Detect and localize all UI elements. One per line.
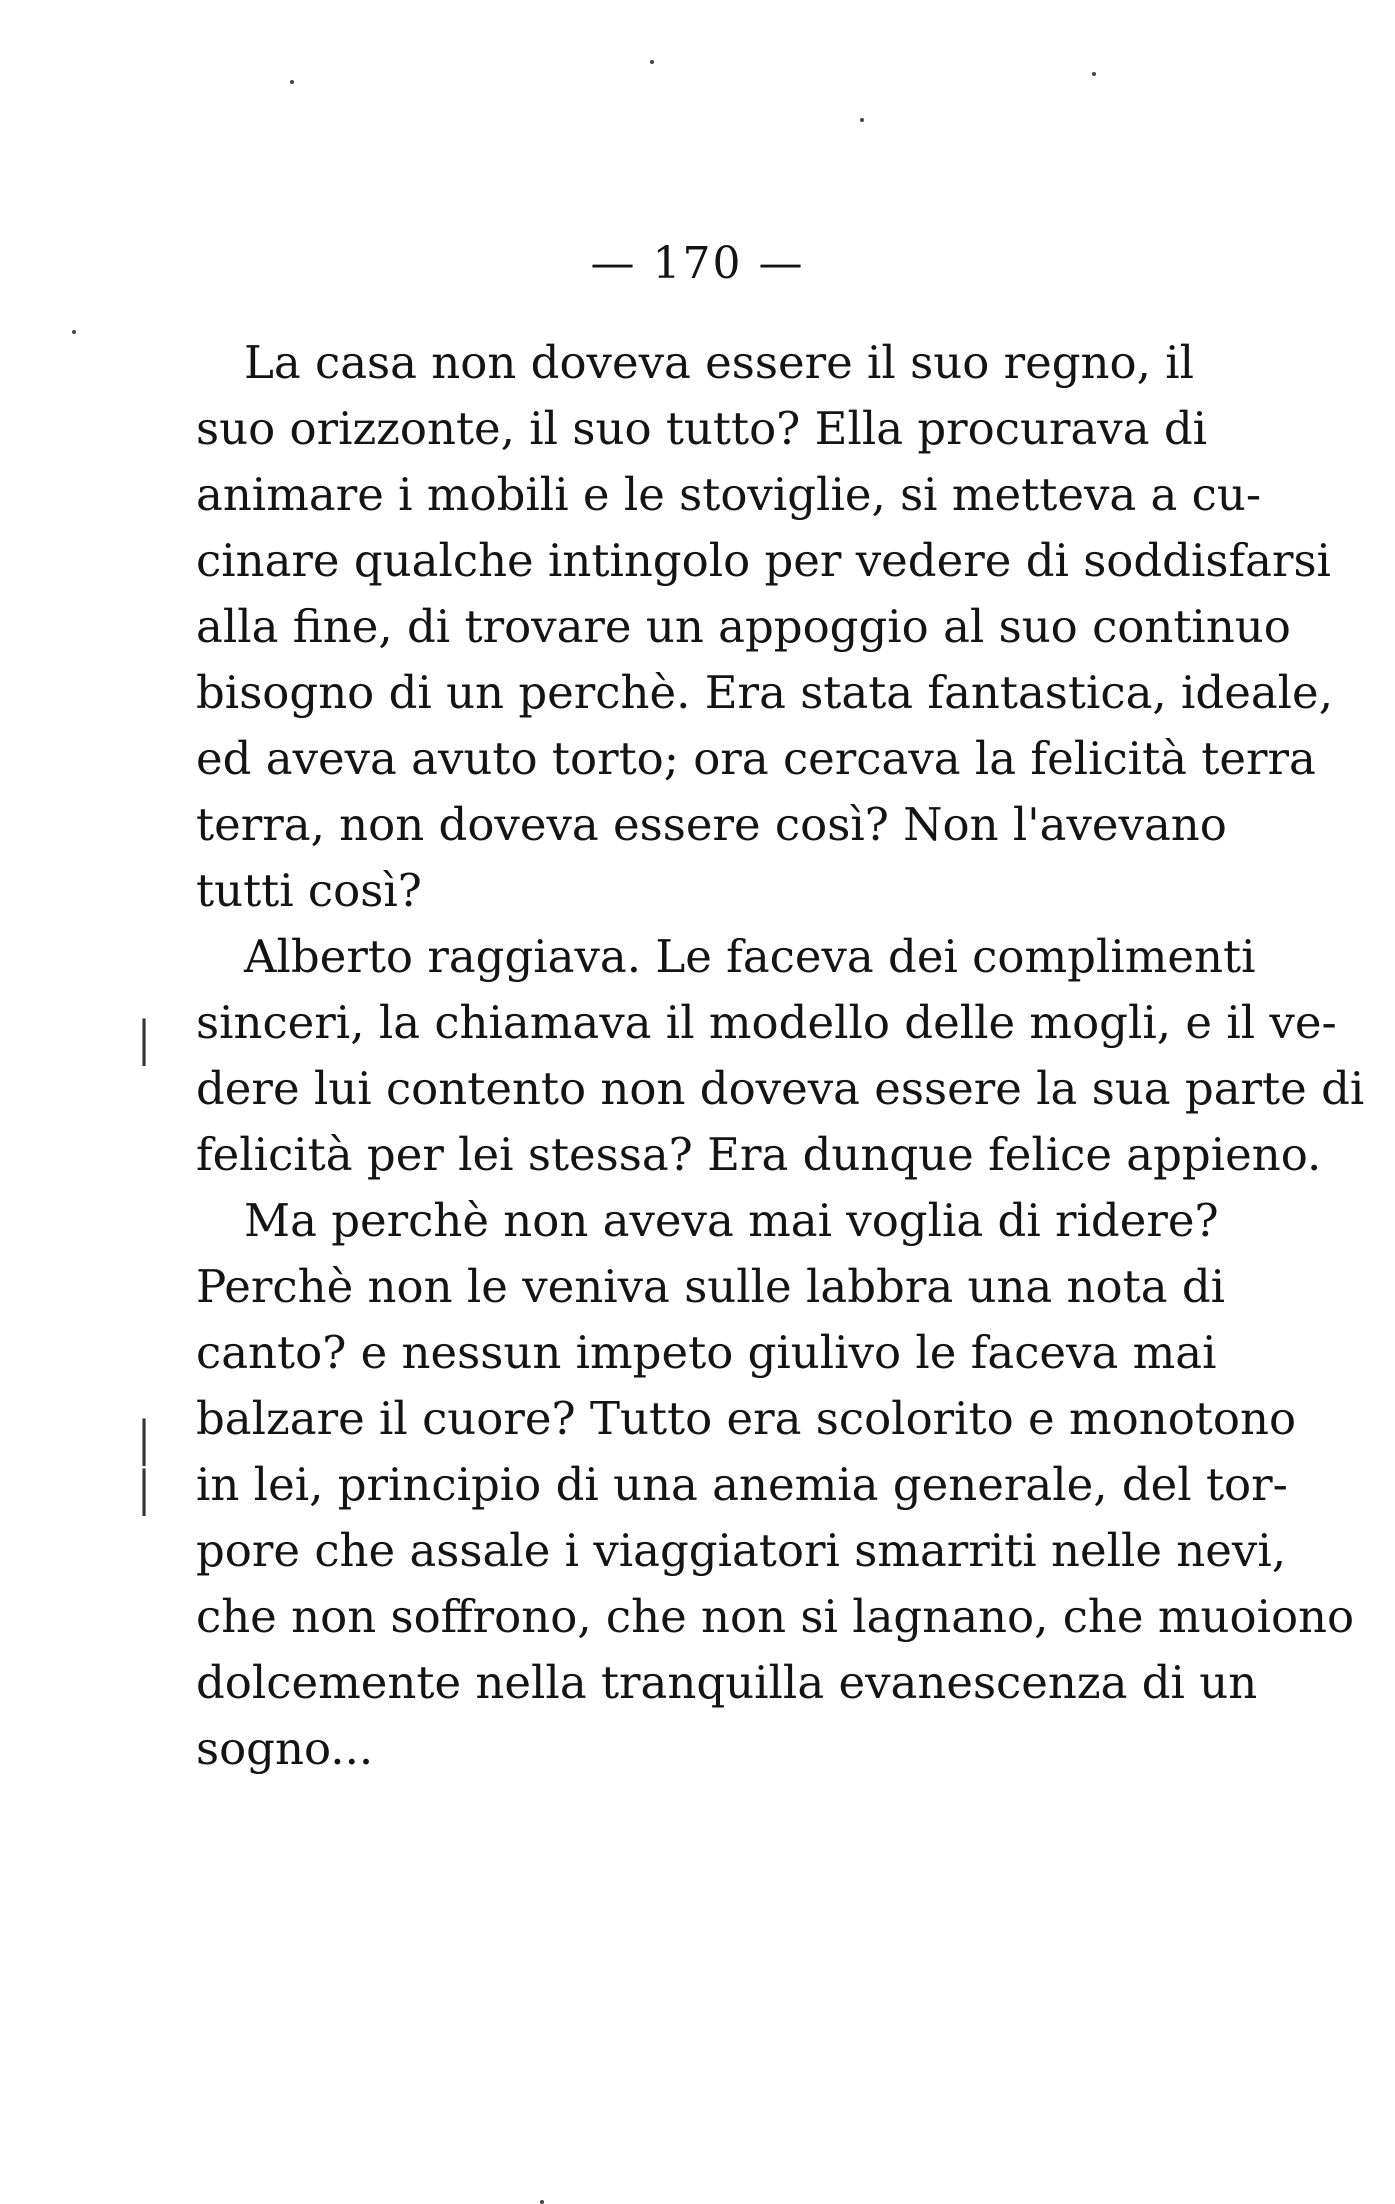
text-line: pore che assale i viaggiatori smarriti nelle nevi, [196,1524,1287,1577]
text-line: La casa non doveva essere il suo regno, il [244,336,1195,389]
scan-speck [860,118,864,122]
margin-pencil-mark: │ [132,1470,157,1516]
margin-pencil-mark: │ [132,1420,157,1466]
text-line: dolcemente nella tranquilla evanescenza di un [196,1656,1258,1709]
text-line: felicità per lei stessa? Era dunque felice appieno. [196,1128,1322,1181]
text-line: suo orizzonte, il suo tutto? Ella procurava di [196,402,1208,455]
text-line: animare i mobili e le stoviglie, si metteva a cu- [196,468,1262,521]
scan-speck [72,330,76,334]
text-line: Alberto raggiava. Le faceva dei complimenti [244,930,1256,983]
page-number: — 170 — [590,238,805,289]
text-line: balzare il cuore? Tutto era scolorito e monotono [196,1392,1297,1445]
text-line: canto? e nessun impeto giulivo le faceva mai [196,1326,1217,1379]
text-line: Perchè non le veniva sulle labbra una nota di [196,1260,1226,1313]
body-text [196,330,1365,1782]
text-line: dere lui contento non doveva essere la sua parte di [196,1062,1365,1115]
text-line: Ma perchè non aveva mai voglia di ridere? [244,1194,1219,1247]
text-line: sogno... [196,1722,374,1775]
text-line: cinare qualche intingolo per vedere di soddisfarsi [196,534,1331,587]
text-line: che non soffrono, che non si lagnano, che muoiono [196,1590,1355,1643]
scan-speck [1092,72,1096,76]
scan-speck [650,60,654,64]
text-line: alla fine, di trovare un appoggio al suo continuo [196,600,1291,653]
text-line: tutti così? [196,864,422,917]
text-line: sinceri, la chiamava il modello delle mogli, e il ve- [196,996,1337,1049]
text-line: ed aveva avuto torto; ora cercava la felicità terra [196,732,1316,785]
margin-pencil-mark: │ [132,1020,157,1066]
text-line: terra, non doveva essere così? Non l'avevano [196,798,1227,851]
scan-speck [290,80,294,84]
scan-speck [540,2200,544,2204]
text-line: in lei, principio di una anemia generale, del tor- [196,1458,1288,1511]
text-line: bisogno di un perchè. Era stata fantastica, ideale, [196,666,1333,719]
